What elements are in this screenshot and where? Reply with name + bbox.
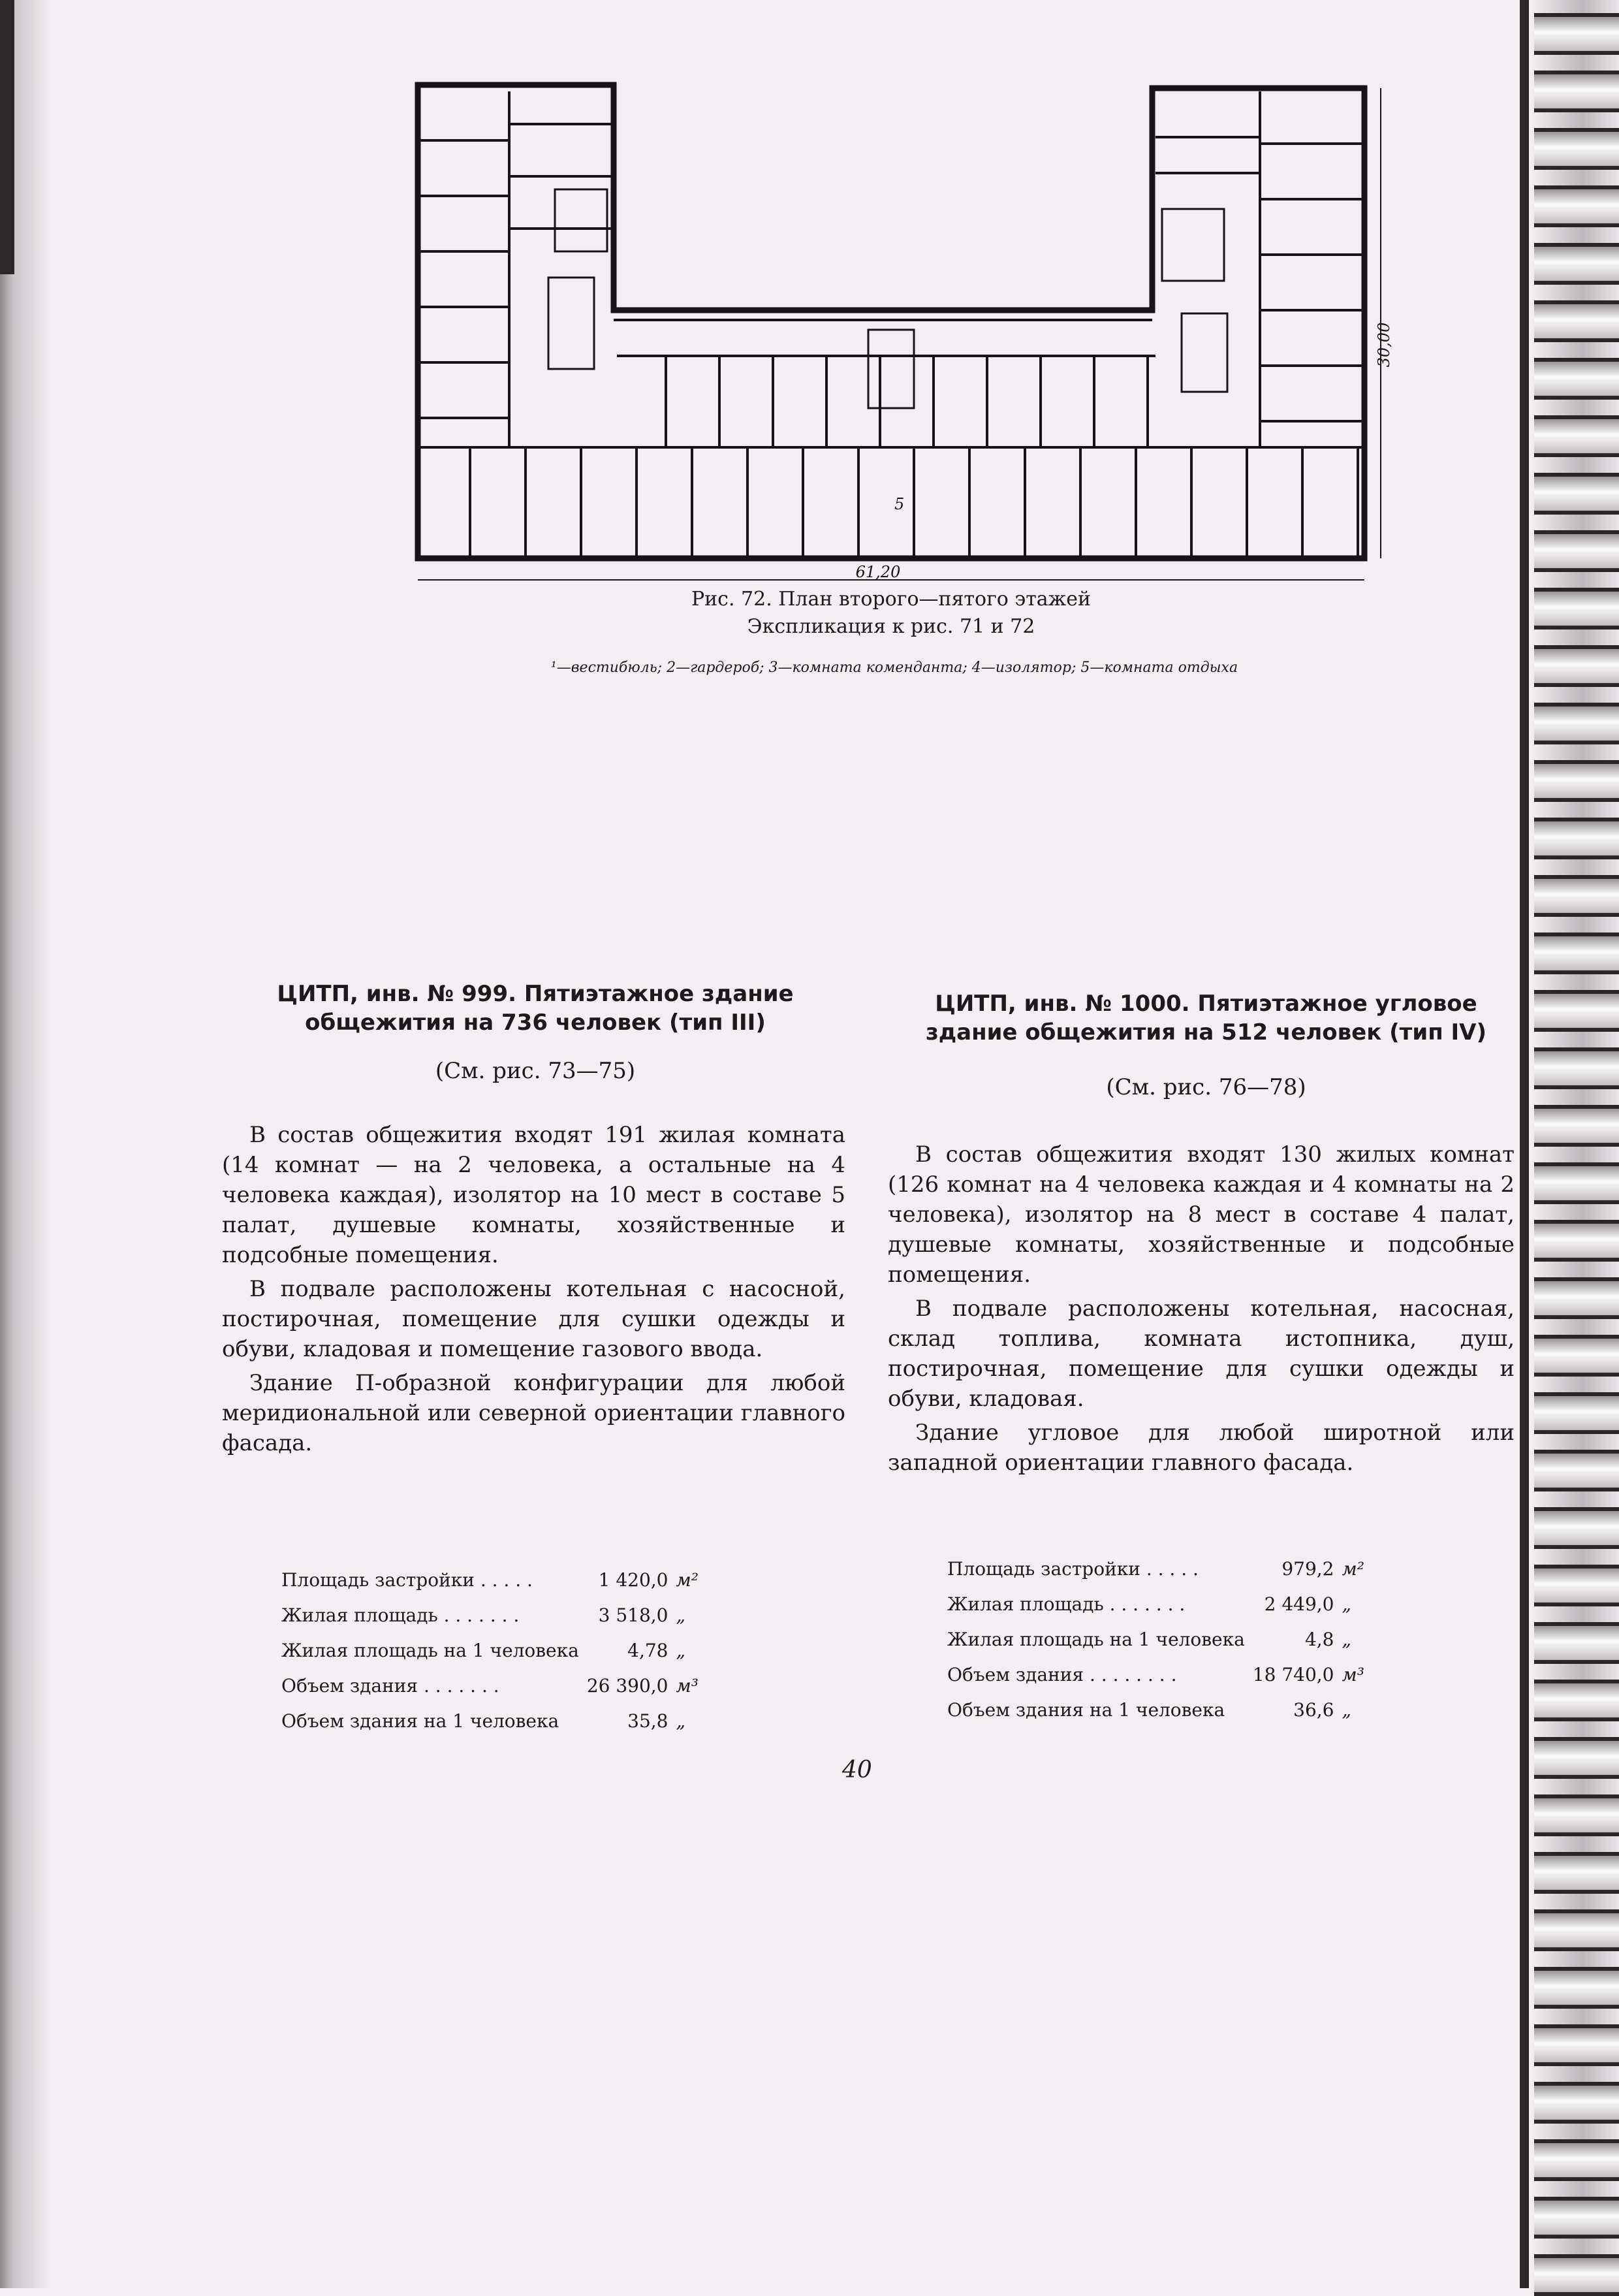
binding-ring	[1534, 645, 1619, 687]
binding-ring	[1534, 1335, 1619, 1377]
right-heading-line1: ЦИТП, инв. № 1000. Пятиэтажное угловое	[935, 991, 1477, 1017]
table-row	[277, 1703, 706, 1738]
binding-ring	[1534, 1047, 1619, 1089]
left-stats-table	[277, 1562, 706, 1738]
table-row	[277, 1597, 706, 1633]
room-number-label: 5	[894, 495, 905, 513]
sanitary-block	[1162, 209, 1224, 281]
table-row	[943, 1621, 1372, 1657]
binding-ring	[1534, 703, 1619, 744]
binding-ring	[1534, 358, 1619, 400]
outer-wall	[418, 85, 1364, 558]
binding-ring	[1534, 1392, 1619, 1434]
stat-value: 26 390,0	[586, 1674, 668, 1697]
binding-ring	[1534, 875, 1619, 917]
right-body	[888, 1140, 1515, 1478]
table-row	[943, 1692, 1372, 1727]
table-row	[943, 1586, 1372, 1621]
stat-value: 18 740,0	[1252, 1663, 1334, 1685]
left-paragraph-3: Здание П-образной конфигурации для любой меридиональной или северной ориентации главного фасада.	[222, 1370, 845, 1456]
binding-ring	[1534, 2139, 1619, 2181]
stat-value: 4,78	[627, 1639, 668, 1661]
binding-ring	[1534, 1162, 1619, 1204]
stair-block	[868, 330, 914, 408]
binding-ring	[1534, 71, 1619, 112]
stat-unit: „	[1342, 1628, 1352, 1650]
left-heading-line2: общежития на 736 человек (тип III)	[305, 1010, 766, 1036]
binding-ring	[1534, 1794, 1619, 1836]
binding-ring	[1534, 2254, 1619, 2296]
left-heading-line1: ЦИТП, инв. № 999. Пятиэтажное здание	[277, 981, 794, 1007]
binding-ring	[1534, 1105, 1619, 1147]
table-row	[277, 1633, 706, 1668]
stat-label: Площадь застройки . . . . .	[281, 1569, 533, 1591]
right-stats-table	[943, 1551, 1372, 1727]
binding-ring	[1534, 933, 1619, 974]
binding-ring	[1534, 530, 1619, 572]
binding-ring	[1534, 1967, 1619, 2009]
binding-ring	[1534, 2024, 1619, 2066]
stat-value: 1 420,0	[598, 1569, 668, 1591]
binding-ring	[1534, 1220, 1619, 1262]
table-row	[943, 1551, 1372, 1586]
binding-ring	[1534, 1680, 1619, 1721]
binding-ring	[1534, 1909, 1619, 1951]
binding-ring	[1534, 1852, 1619, 1894]
stat-value: 2 449,0	[1264, 1593, 1334, 1615]
binding-ring	[1534, 300, 1619, 342]
stat-value: 3 518,0	[598, 1604, 668, 1626]
floor-plan	[398, 78, 1397, 588]
stat-label: Площадь застройки . . . . .	[947, 1557, 1199, 1580]
stat-value: 4,8	[1304, 1628, 1334, 1650]
sanitary-block	[555, 189, 607, 251]
binding-ring	[1534, 128, 1619, 170]
binding-ring	[1534, 760, 1619, 802]
stair-block	[548, 278, 594, 369]
binding-ring	[1534, 1737, 1619, 1779]
binding-ring	[1534, 243, 1619, 285]
binding-ring	[1534, 818, 1619, 859]
binding-ring	[1534, 1507, 1619, 1549]
stat-label: Объем здания . . . . . . . .	[947, 1663, 1177, 1685]
left-see-reference: (См. рис. 73—75)	[435, 1058, 636, 1084]
stat-label: Объем здания на 1 человека	[947, 1698, 1225, 1721]
table-row	[943, 1657, 1372, 1692]
stat-unit: м³	[676, 1674, 699, 1697]
binding-ring	[1534, 1277, 1619, 1319]
stat-unit: м²	[1342, 1557, 1364, 1580]
binding-ring	[1534, 1450, 1619, 1491]
stat-unit: „	[676, 1639, 686, 1661]
stat-unit: „	[676, 1710, 686, 1732]
table-row	[277, 1562, 706, 1597]
figure-subcaption: Экспликация к рис. 71 и 72	[747, 615, 1035, 638]
figure-caption: Рис. 72. План второго—пятого этажей	[691, 588, 1092, 611]
binding-ring	[1534, 1565, 1619, 1606]
right-paragraph-2: В подвале расположены котельная, насосная, склад топлива, комната истопника, душ, постирочная, помещение для сушки одежды и обуви, кладовая.	[888, 1296, 1515, 1412]
right-see-reference: (См. рис. 76—78)	[1106, 1074, 1306, 1100]
stat-value: 36,6	[1293, 1698, 1334, 1721]
dimension-height: 30,00	[1375, 322, 1393, 368]
stat-label: Жилая площадь . . . . . . .	[281, 1604, 520, 1626]
left-article	[215, 980, 855, 1037]
figure-legend: ¹—вестибюль; 2—гардероб; 3—комната коменданта; 4—изолятор; 5—комната отдыха	[550, 660, 1238, 676]
page-number: 40	[842, 1757, 872, 1783]
stat-label: Объем здания . . . . . . .	[281, 1674, 499, 1697]
table-row	[277, 1668, 706, 1703]
stat-value: 35,8	[627, 1710, 668, 1732]
stat-unit: „	[676, 1604, 686, 1626]
page-left-edge	[0, 0, 52, 2288]
binding-ring	[1534, 1622, 1619, 1664]
binding-ring	[1534, 185, 1619, 227]
binding-ring	[1534, 473, 1619, 515]
stat-label: Объем здания на 1 человека	[281, 1710, 559, 1732]
right-article	[888, 989, 1524, 1047]
right-heading-line2: здание общежития на 512 человек (тип IV)	[925, 1019, 1487, 1045]
dimension-width: 61,20	[855, 563, 901, 581]
binding-ring	[1534, 415, 1619, 457]
right-paragraph-1: В состав общежития входят 130 жилых комнат (126 комнат на 4 человека каждая и 4 комнаты на 2 человека), изолятор на 8 мест в составе 4 палат, душевые комнаты, хозяйственные и подсобные помещения.	[888, 1141, 1515, 1288]
stat-value: 979,2	[1281, 1557, 1334, 1580]
left-body	[222, 1120, 845, 1458]
stat-unit: „	[1342, 1698, 1352, 1721]
binding-spine	[1520, 0, 1529, 2288]
stat-label: Жилая площадь на 1 человека	[281, 1639, 579, 1661]
left-paragraph-2: В подвале расположены котельная с насосной, постирочная, помещение для сушки одежды и обуви, кладовая и помещение газового ввода.	[222, 1276, 845, 1362]
left-paragraph-1: В состав общежития входят 191 жилая комната (14 комнат — на 2 человека, а остальные на 4 человека каждая), изолятор на 10 мест в составе 5 палат, душевые комнаты, хозяйственные и подсобные помещения.	[222, 1122, 845, 1268]
stat-label: Жилая площадь на 1 человека	[947, 1628, 1245, 1650]
stair-block	[1182, 313, 1227, 392]
binding-ring	[1534, 2082, 1619, 2124]
binding-ring	[1534, 2197, 1619, 2239]
stat-unit: м²	[676, 1569, 699, 1591]
right-paragraph-3: Здание угловое для любой широтной или западной ориентации главного фасада.	[888, 1420, 1515, 1476]
stat-unit: „	[1342, 1593, 1352, 1615]
binding-ring	[1534, 990, 1619, 1032]
stat-unit: м³	[1342, 1663, 1364, 1685]
stat-label: Жилая площадь . . . . . . .	[947, 1593, 1186, 1615]
binding-ring	[1534, 13, 1619, 55]
binding-ring	[1534, 588, 1619, 630]
scan-shadow	[0, 0, 14, 274]
